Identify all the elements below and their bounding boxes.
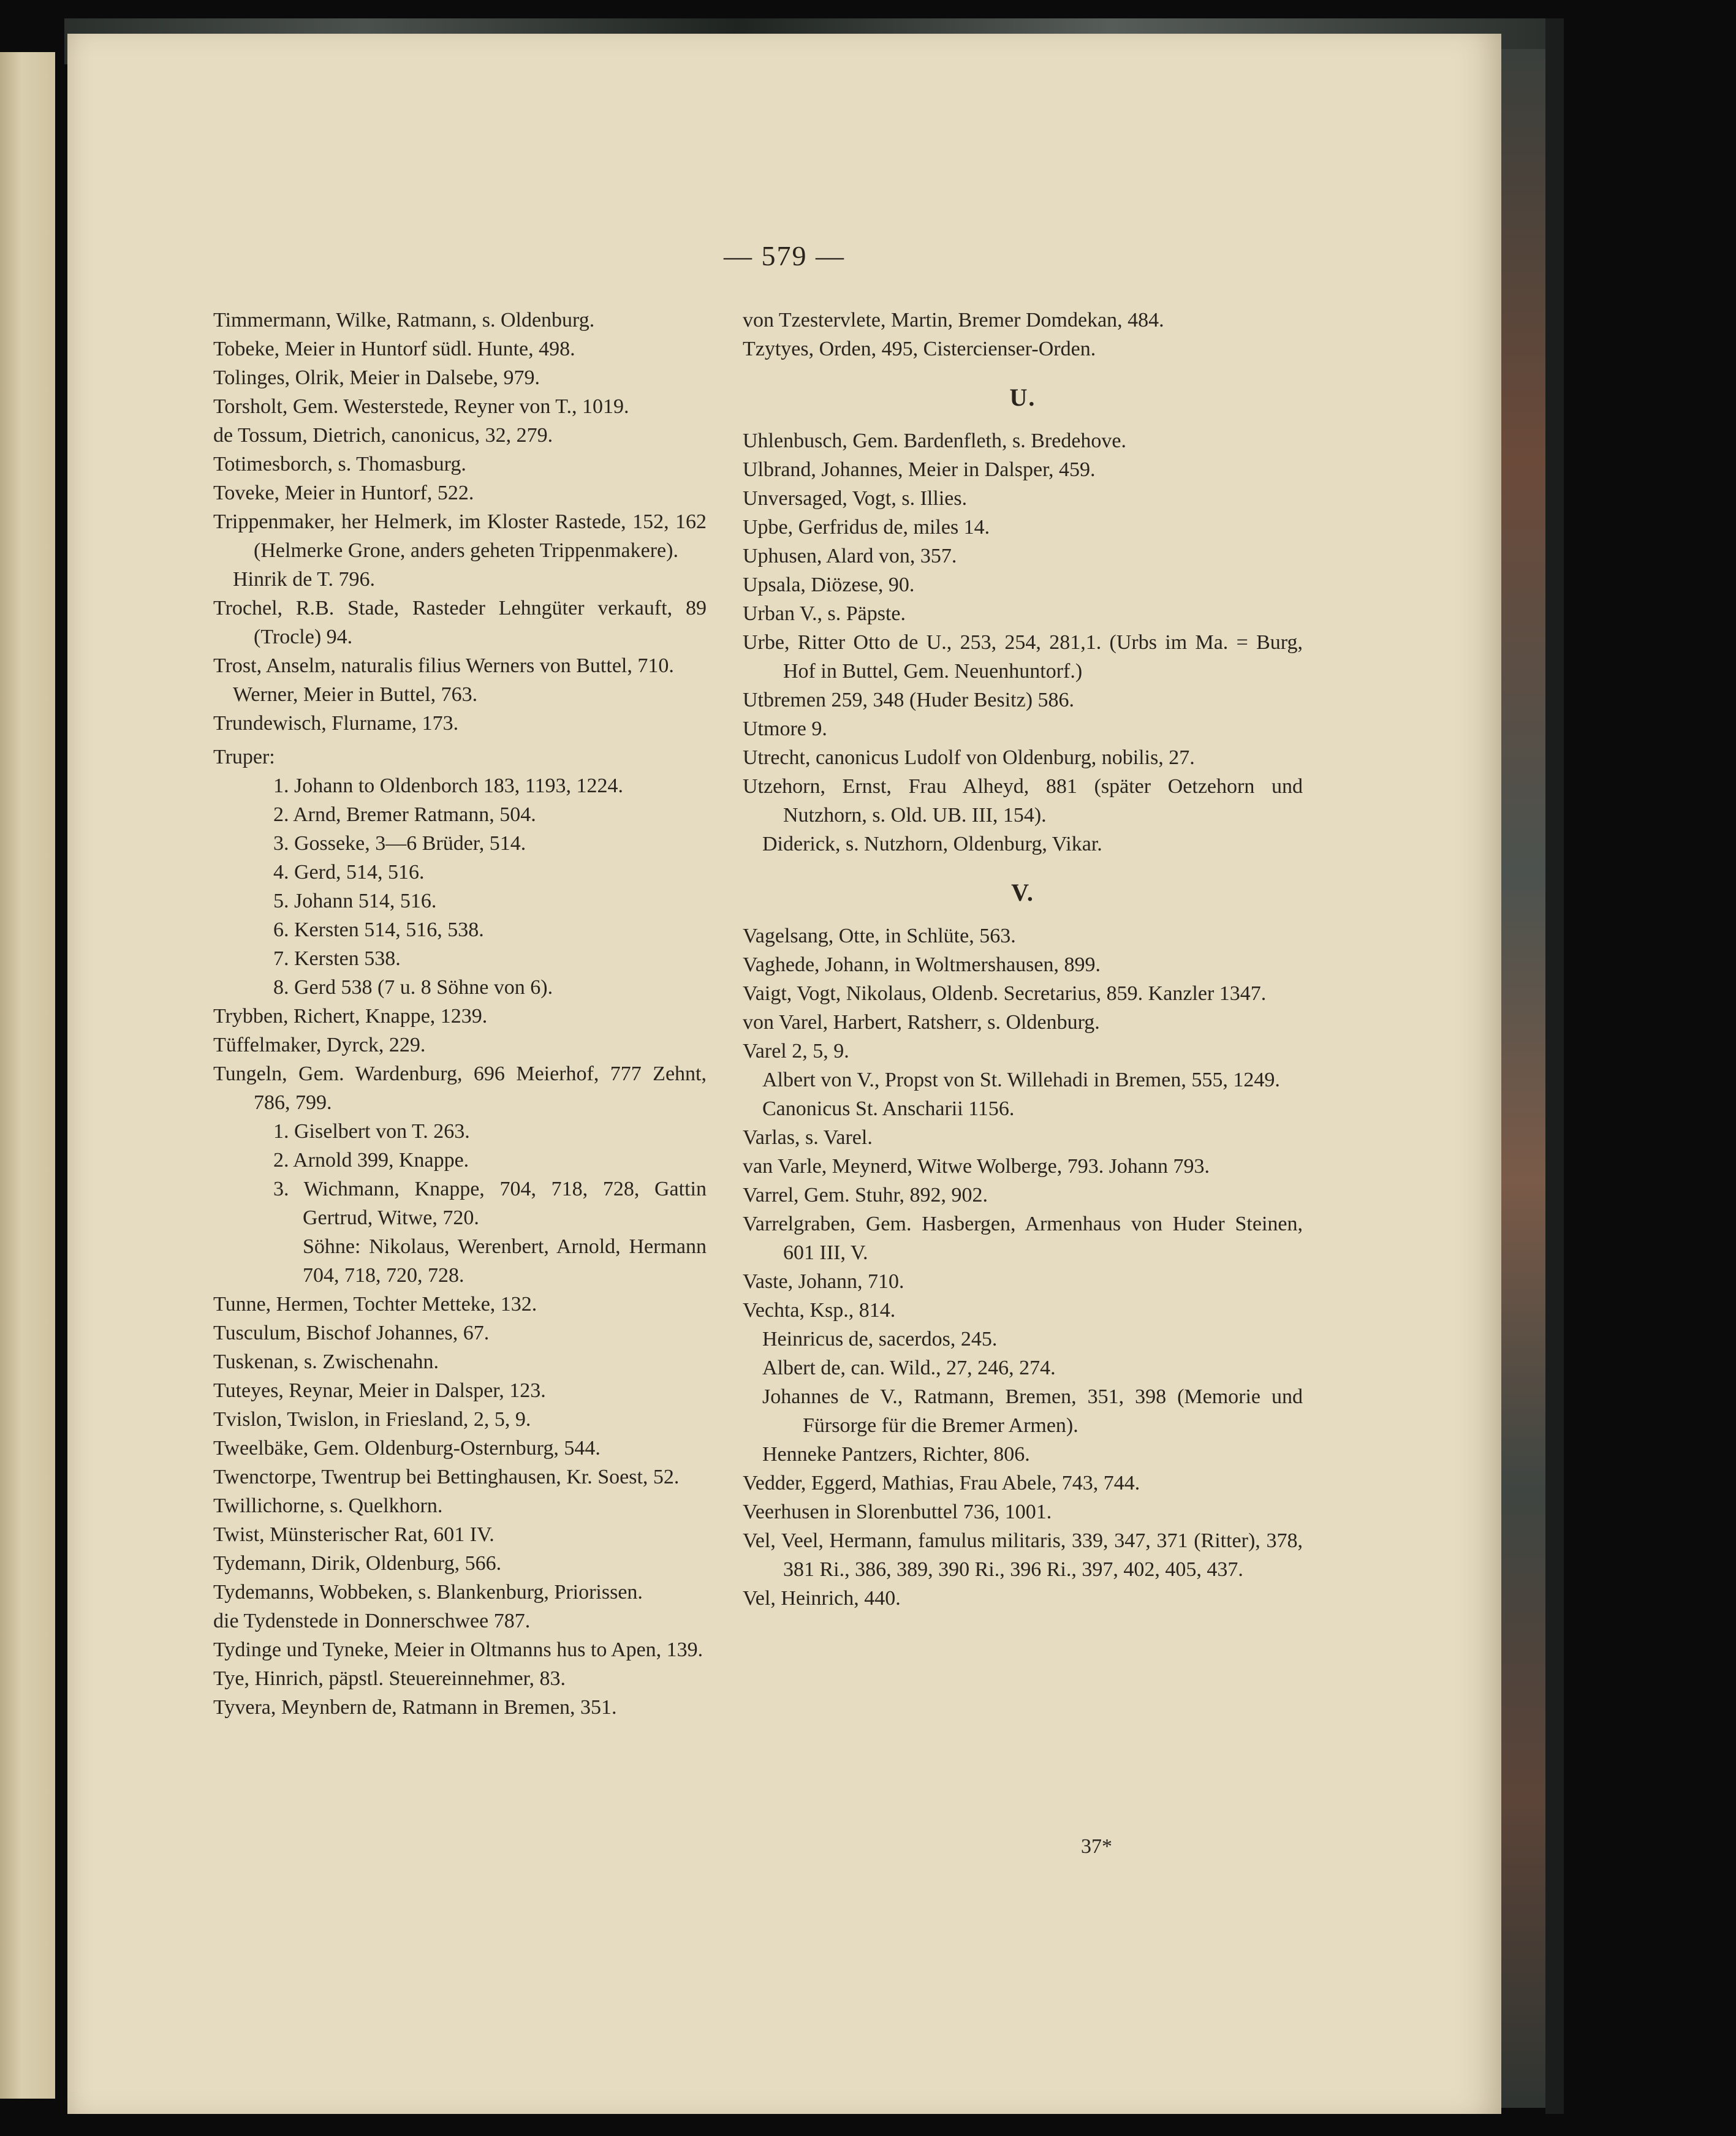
facing-page-edge [0,52,55,2099]
index-subentry: Canonicus St. Anscharii 1156. [762,1097,1015,1120]
index-entry: Ulbrand, Johannes, Meier in Dalsper, 459. [743,458,1096,481]
index-subentry: Heinricus de, sacerdos, 245. [762,1328,998,1350]
index-entry: Vedder, Eggerd, Mathias, Frau Abele, 743, 744. [743,1472,1140,1494]
printer-signature-mark: 37* [1081,1835,1112,1858]
index-entry: Tweelbäke, Gem. Oldenburg-Osternburg, 544. [213,1437,601,1460]
index-subentry: Diderick, s. Nutzhorn, Oldenburg, Vikar. [762,833,1102,855]
index-entry: Vaigt, Vogt, Nikolaus, Oldenb. Secretarius, 859. Kanzler 1347. [743,982,1267,1005]
index-entry: Timmermann, Wilke, Ratmann, s. Oldenburg. [213,309,595,331]
index-entry: Tüffelmaker, Dyrck, 229. [213,1034,426,1056]
index-entry: von Tzestervlete, Martin, Bremer Domdekan, 484. [743,309,1164,331]
entry-spacer [213,738,707,743]
index-subentry: Albert de, can. Wild., 27, 246, 274. [762,1357,1056,1379]
index-subentry: 3. Gosseke, 3—6 Brüder, 514. [273,832,526,855]
index-subentry: Johannes de V., Ratmann, Bremen, 351, 398 (Memorie und Fürsorge für die Bremer Armen). [762,1385,1303,1437]
index-entry: Tusculum, Bischof Johannes, 67. [213,1322,490,1344]
index-entry: die Tydenstede in Donnerschwee 787. [213,1610,531,1632]
index-entry: Trybben, Richert, Knappe, 1239. [213,1005,488,1028]
index-subentry: 6. Kersten 514, 516, 538. [273,918,484,941]
index-entry: Tungeln, Gem. Wardenburg, 696 Meierhof, 777 Zehnt, 786, 799. [213,1062,707,1114]
index-subentry: 3. Wichmann, Knappe, 704, 718, 728, Gattin Gertrud, Witwe, 720. [273,1178,707,1229]
index-subentry: Werner, Meier in Buttel, 763. [233,683,478,706]
letter-section-heading: U. [1009,384,1036,411]
index-entry: Trundewisch, Flurname, 173. [213,712,459,735]
index-entry: Tydinge und Tyneke, Meier in Oltmanns hus to Apen, 139. [213,1638,703,1661]
index-entry: de Tossum, Dietrich, canonicus, 32, 279. [213,424,553,447]
index-entry: Veerhusen in Slorenbuttel 736, 1001. [743,1501,1052,1523]
index-entry: Vel, Veel, Hermann, famulus militaris, 339, 347, 371 (Ritter), 378, 381 Ri., 386, 389, 390 Ri., 396 Ri., 397, 402, 405, 437. [743,1529,1303,1581]
index-entry: Twist, Münsterischer Rat, 601 IV. [213,1523,495,1546]
index-entry: Torsholt, Gem. Westerstede, Reyner von T., 1019. [213,395,629,418]
index-entry: Varrel, Gem. Stuhr, 892, 902. [743,1184,988,1206]
index-entry: Utzehorn, Ernst, Frau Alheyd, 881 (später Oetzehorn und Nutzhorn, s. Old. UB. III, 154). [743,775,1303,827]
index-column-left [213,306,707,1722]
index-subentry: 2. Arnold 399, Knappe. [273,1149,469,1172]
index-subentry: 5. Johann 514, 516. [273,890,437,912]
index-subentry: 7. Kersten 538. [273,947,401,970]
index-entry: Varel 2, 5, 9. [743,1040,849,1062]
index-entry: Urban V., s. Päpste. [743,602,906,625]
index-subentry: Albert von V., Propst von St. Willehadi in Bremen, 555, 1249. [762,1069,1280,1091]
index-entry: Tydemanns, Wobbeken, s. Blankenburg, Priorissen. [213,1581,643,1604]
book-binding-edge [1545,18,1564,2114]
letter-section-heading: V. [1011,879,1034,906]
index-entry: Vel, Heinrich, 440. [743,1587,901,1610]
page-number: — 579 — [724,240,845,271]
index-entry: Totimesborch, s. Thomasburg. [213,453,466,475]
index-entry: Vagelsang, Otte, in Schlüte, 563. [743,925,1016,947]
index-entry: Tzytyes, Orden, 495, Cistercienser-Orden. [743,338,1096,360]
index-subentry: Henneke Pantzers, Richter, 806. [762,1443,1030,1466]
index-entry: Tye, Hinrich, päpstl. Steuereinnehmer, 83. [213,1667,566,1690]
index-subentry: 1. Giselbert von T. 263. [273,1120,470,1143]
index-entry: Tolinges, Olrik, Meier in Dalsebe, 979. [213,366,540,389]
index-entry: Tuskenan, s. Zwischenahn. [213,1350,439,1373]
index-entry: Tvislon, Twislon, in Friesland, 2, 5, 9. [213,1408,531,1431]
index-entry: Vechta, Ksp., 814. [743,1299,896,1322]
index-entry: Tydemann, Dirik, Oldenburg, 566. [213,1552,502,1575]
index-entry: Uhlenbusch, Gem. Bardenfleth, s. Bredehove. [743,430,1126,452]
index-entry: Urbe, Ritter Otto de U., 253, 254, 281,1. (Urbs im Ma. = Burg, Hof in Buttel, Gem. Neuenhuntorf.) [743,631,1303,683]
index-entry: Twillichorne, s. Quelkhorn. [213,1494,443,1517]
index-subentry: 8. Gerd 538 (7 u. 8 Söhne von 6). [273,976,553,999]
index-entry: Trochel, R.B. Stade, Rasteder Lehngüter verkauft, 89 (Trocle) 94. [213,597,707,648]
index-subentry: 1. Johann to Oldenborch 183, 1193, 1224. [273,774,624,797]
index-entry: Utrecht, canonicus Ludolf von Oldenburg, nobilis, 27. [743,746,1195,769]
index-entry: Upsala, Diözese, 90. [743,574,915,596]
index-entry: Unversaged, Vogt, s. Illies. [743,487,968,510]
index-entry: Upbe, Gerfridus de, miles 14. [743,516,990,539]
index-entry: Truper: [213,746,275,768]
index-column-right [743,306,1303,1613]
index-subentry: 4. Gerd, 514, 516. [273,861,425,884]
index-entry: Tunne, Hermen, Tochter Metteke, 132. [213,1293,537,1316]
index-entry: Varlas, s. Varel. [743,1126,873,1149]
index-entry: Trippenmaker, her Helmerk, im Kloster Rastede, 152, 162 (Helmerke Grone, anders geheten Trippenmakere). [213,510,707,562]
index-entry: Tobeke, Meier in Huntorf südl. Hunte, 498. [213,338,575,360]
index-entry: Trost, Anselm, naturalis filius Werners von Buttel, 710. [213,654,674,677]
index-subentry: 2. Arnd, Bremer Ratmann, 504. [273,803,536,826]
index-entry: Utbremen 259, 348 (Huder Besitz) 586. [743,689,1075,711]
index-entry: von Varel, Harbert, Ratsherr, s. Oldenburg. [743,1011,1100,1034]
index-entry: Utmore 9. [743,718,827,740]
index-entry: van Varle, Meynerd, Witwe Wolberge, 793. Johann 793. [743,1155,1210,1178]
index-subentry: Hinrik de T. 796. [233,568,375,591]
book-page [67,34,1501,2114]
index-entry: Twenctorpe, Twentrup bei Bettinghausen, Kr. Soest, 52. [213,1466,680,1488]
index-subentry: Söhne: Nikolaus, Werenbert, Arnold, Hermann 704, 718, 720, 728. [303,1235,707,1287]
index-entry: Tuteyes, Reynar, Meier in Dalsper, 123. [213,1379,546,1402]
index-entry: Uphusen, Alard von, 357. [743,545,957,567]
index-entry: Tyvera, Meynbern de, Ratmann in Bremen, 351. [213,1696,617,1719]
index-entry: Vaste, Johann, 710. [743,1270,904,1293]
index-entry: Toveke, Meier in Huntorf, 522. [213,482,474,504]
index-entry: Vaghede, Johann, in Woltmershausen, 899. [743,953,1101,976]
index-entry: Varrelgraben, Gem. Hasbergen, Armenhaus von Huder Steinen, 601 III, V. [743,1213,1303,1264]
